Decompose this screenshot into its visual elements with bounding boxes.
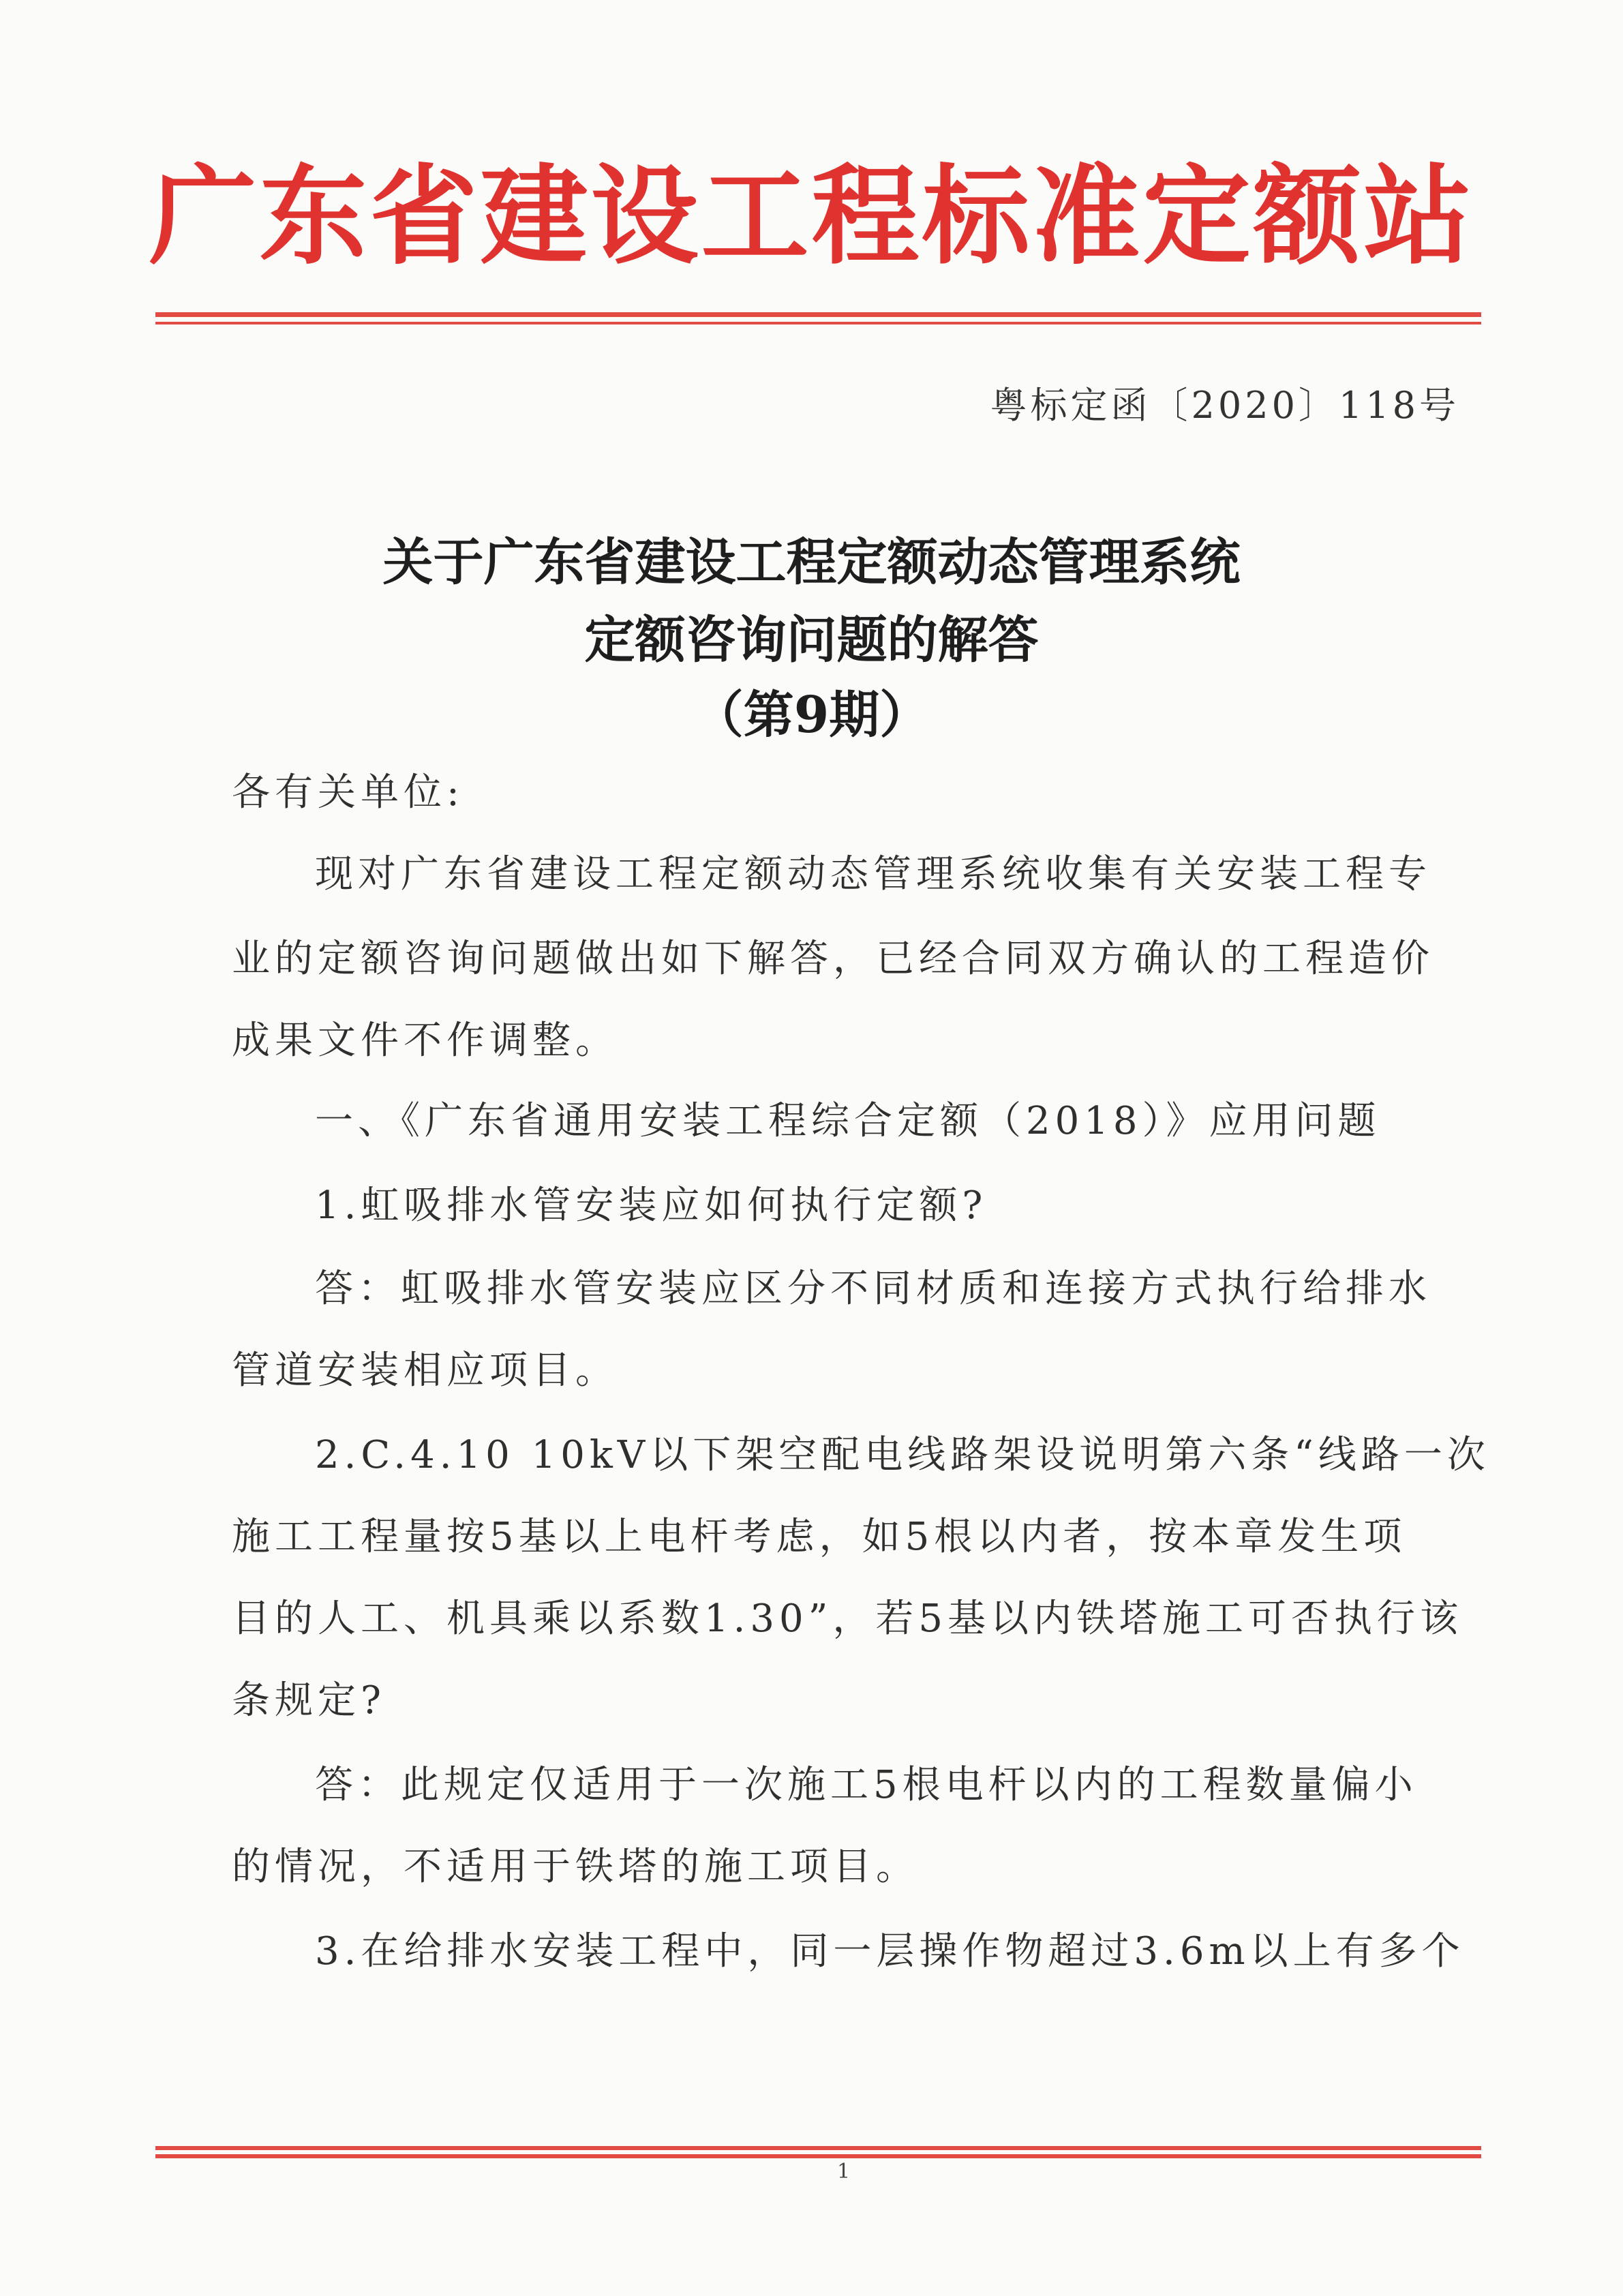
question-1: 1.虹吸排水管安装应如何执行定额? (315, 1183, 988, 1228)
question-2-line: 条规定? (232, 1678, 386, 1723)
header-rule-bottom (155, 322, 1481, 324)
question-3-start: 3.在给排水安装工程中，同一层操作物超过3.6m以上有多个 (315, 1929, 1465, 1974)
footer-rule-bottom (155, 2154, 1481, 2158)
salutation: 各有关单位: (232, 770, 464, 815)
intro-line: 业的定额咨询问题做出如下解答，已经合同双方确认的工程造价 (232, 937, 1434, 981)
section-heading: 一、《广东省通用安装工程综合定额（2018）》应用问题 (315, 1099, 1381, 1143)
document-title-line-1: 关于广东省建设工程定额动态管理系统 (382, 533, 1241, 592)
document-number: 粤标定函〔2020〕118号 (990, 384, 1459, 427)
page-number: 1 (837, 2160, 851, 2184)
footer-rule-top (155, 2146, 1481, 2150)
document-title-line-3: （第9期） (693, 686, 930, 744)
header-rule-top (155, 312, 1481, 317)
document-title-line-2: 定额咨询问题的解答 (584, 611, 1039, 669)
intro-line: 成果文件不作调整。 (232, 1018, 618, 1063)
answer-2-line: 的情况，不适用于铁塔的施工项目。 (232, 1845, 919, 1889)
question-2-line: 2.C.4.10 10kV以下架空配电线路架设说明第六条“线路一次 (315, 1433, 1490, 1477)
question-2-line: 施工工程量按5基以上电杆考虑，如5根以内者，按本章发生项 (232, 1515, 1407, 1559)
answer-1-line: 答：虹吸排水管安装应区分不同材质和连接方式执行给排水 (315, 1267, 1431, 1311)
answer-2-line: 答：此规定仅适用于一次施工5根电杆以内的工程数量偏小 (315, 1763, 1418, 1807)
answer-1-line: 管道安装相应项目。 (232, 1348, 618, 1393)
organization-masthead: 广东省建设工程标准定额站 (149, 154, 1474, 280)
question-2-line: 目的人工、机具乘以系数1.30”，若5基以内铁塔施工可否执行该 (232, 1597, 1463, 1641)
intro-line: 现对广东省建设工程定额动态管理系统收集有关安装工程专 (315, 852, 1431, 896)
